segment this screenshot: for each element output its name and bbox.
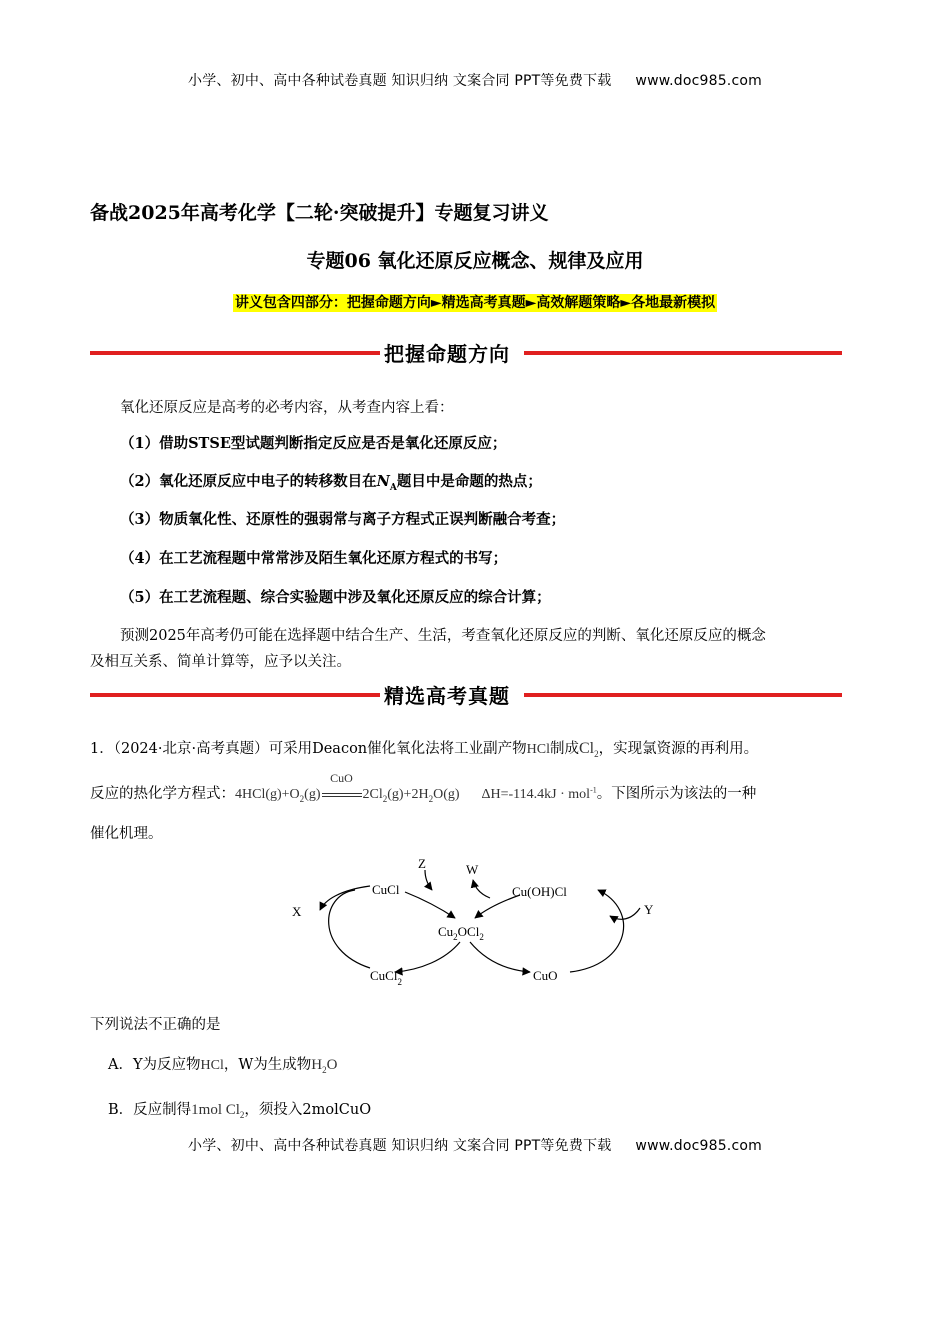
q1-mid: 制成 (549, 741, 579, 757)
option-b[interactable] (108, 1098, 371, 1120)
outline-highlight (0, 292, 950, 312)
catalyst-label: CuO (330, 771, 353, 785)
label-cu2ocl2: $Cu_2OCl_2$ (438, 924, 484, 942)
section1-intro: 氧化还原反应是高考的必考内容，从考查内容上看： (120, 400, 454, 416)
point-1: （1）借助STSE型试题判断指定反应是否是氧化还原反应； (120, 435, 507, 452)
equation-left: $4HCl(g)+O_2(g)$ (235, 787, 321, 804)
header-text: 小学、初中、高中各种试卷真题 知识归纳 文案合同 PPT等免费下载 (188, 73, 612, 89)
option-b-post: ，须投入2molCuO (244, 1102, 372, 1118)
point-2-text: （2）氧化还原反应中电子的转移数目在 (120, 473, 377, 490)
section-rule-right (524, 693, 842, 697)
option-a-h2o: $H_2O$ (311, 1057, 338, 1075)
section-heading-direction (90, 338, 842, 368)
header-url[interactable]: www.doc985.com (635, 73, 762, 89)
section-rule-right (524, 351, 842, 355)
point-2 (120, 470, 542, 493)
section-rule-left (90, 351, 380, 355)
left-to-cucl2-arrow (395, 942, 460, 972)
prediction-line-1: 预测2025年高考仍可能在选择题中结合生产、生活，考查氧化还原反应的判断、氧化还原反应的概念 (120, 628, 766, 644)
section-rule-left (90, 693, 380, 697)
label-cuo: CuO (533, 968, 558, 983)
label-cucl: CuCl (372, 882, 400, 897)
cu2ocl2-to-cuo-arrow (470, 942, 530, 972)
left-cycle-side (329, 890, 370, 968)
document-title: 备战2025年高考化学【二轮·突破提升】专题复习讲义 (90, 202, 549, 224)
catalytic-cycle-diagram (280, 850, 680, 1000)
question-1-line-1 (90, 737, 758, 759)
right-cycle-side (570, 890, 624, 972)
y-input-arrow (610, 908, 640, 919)
page-header (0, 70, 950, 90)
point-2-tail: 题目中是命题的热点； (396, 473, 542, 490)
option-a-mid: ，W为生成物 (223, 1057, 312, 1073)
section-heading-label: 精选高考真题 (384, 684, 510, 708)
option-a-hcl: HCl (200, 1058, 224, 1073)
q1-post: ，实现氯资源的再利用。 (598, 741, 759, 757)
q1-intro: 1．（2024·北京·高考真题）可采用Deacon催化氧化法将工业副产物 (90, 741, 527, 757)
label-x: X (292, 904, 302, 919)
question-1-line-3: 催化机理。 (90, 826, 163, 842)
option-b-formula: 1mol $Cl_2$ (191, 1102, 245, 1120)
footer-url[interactable]: www.doc985.com (635, 1138, 762, 1154)
option-b-text: B．反应制得 (108, 1102, 192, 1118)
footer-text: 小学、初中、高中各种试卷真题 知识归纳 文案合同 PPT等免费下载 (188, 1138, 612, 1154)
w-output-arrow (473, 880, 490, 898)
label-y: Y (644, 902, 654, 917)
point-5: （5）在工艺流程题、综合实验题中涉及氧化还原反应的综合计算； (120, 589, 551, 606)
formula-hcl: HCl (526, 742, 550, 757)
point-3: （3）物质氧化性、还原性的强弱常与离子方程式正误判断融合考查； (120, 511, 566, 528)
left-cycle-top-arrow (320, 886, 370, 910)
equation-arrow (321, 771, 363, 803)
label-cuohcl: Cu(OH)Cl (512, 884, 567, 899)
formula-cl2: Cl (578, 740, 595, 757)
label-z: Z (418, 856, 426, 871)
equals-sign (322, 793, 362, 797)
option-a[interactable] (108, 1053, 337, 1075)
point-4: （4）在工艺流程题中常常涉及陌生氧化还原方程式的书写； (120, 550, 508, 567)
formula-cl2-sub: 2 (594, 748, 599, 759)
label-cucl2: CuCl$_2$ (370, 968, 402, 987)
z-input-arrow (425, 870, 432, 890)
equation-right: $2Cl_2(g)+2H_2O(g)$ (362, 787, 460, 804)
question-1-line-2 (90, 771, 757, 804)
section-heading-label: 把握命题方向 (384, 342, 510, 366)
q1-eq-intro: 反应的热化学方程式： (90, 786, 235, 802)
na-subscript: A (389, 482, 397, 493)
q1-eq-post: 。下图所示为该法的一种 (596, 786, 757, 802)
topic-title: 专题06 氧化还原反应概念、规律及应用 (306, 250, 644, 272)
enthalpy: ΔH=-114.4kJ · mol$^{-1}$ (481, 785, 597, 802)
option-a-text: A．Y为反应物 (108, 1057, 201, 1073)
outline-highlight-text: 讲义包含四部分：把握命题方向►精选高考真题►高效解题策略►各地最新模拟 (234, 295, 716, 311)
section-heading-exam (90, 680, 842, 710)
question-1-stem: 下列说法不正确的是 (90, 1017, 221, 1033)
label-w: W (466, 862, 479, 877)
prediction-line-2: 及相互关系、简单计算等，应予以关注。 (90, 654, 351, 670)
page-footer (0, 1135, 950, 1155)
na-symbol: N (376, 473, 390, 490)
cucl-to-cu2ocl2-arrow (405, 892, 455, 918)
